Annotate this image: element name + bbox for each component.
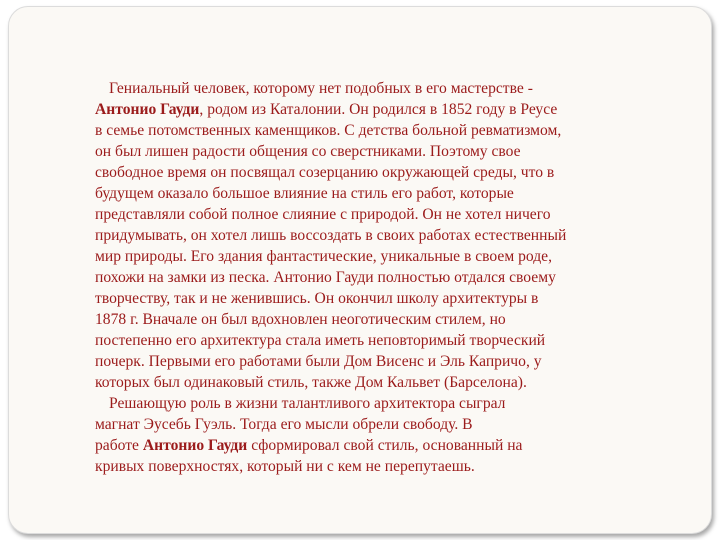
paragraph1-line-14: почерк. Первыми его работами были Дом Висенс и Эль Капричо, у xyxy=(95,353,542,370)
paragraph1-line-12: 1878 г. Вначале он был вдохновлен неоготическим стилем, но xyxy=(95,311,506,328)
paragraph1-line-8: придумывать, он хотел лишь воссоздать в своих работах естественный xyxy=(95,227,567,244)
paragraph1-line-4: он был лишен радости общения со сверстниками. Поэтому свое xyxy=(95,143,521,160)
paragraph1-line-2-rest: , родом из Каталонии. Он родился в 1852 году в Реусе xyxy=(199,101,558,118)
paragraph1-line-13: постепенно его архитектура стала иметь неповторимый творческий xyxy=(95,332,546,349)
paragraph2-line-3 xyxy=(95,435,690,456)
paragraph2-line-1: Решающую роль в жизни талантливого архитектора сыграл xyxy=(109,395,506,412)
name-bold: Антонио Гауди xyxy=(142,437,248,454)
paragraph2-line-4: кривых поверхностях, который ни с кем не перепутаешь. xyxy=(95,458,475,475)
paragraph1-line-6: будущем оказало большое влияние на стиль его работ, которые xyxy=(95,185,514,202)
paragraph1-line-7: представляли собой полное слияние с природой. Он не хотел ничего xyxy=(95,206,551,223)
paragraph1-line-15: которых был одинаковый стиль, также Дом Кальвет (Барселона). xyxy=(95,374,527,391)
name-bold: Антонио Гауди xyxy=(95,101,200,118)
paragraph1-line-9: мир природы. Его здания фантастические, уникальные в своем роде, xyxy=(95,248,552,265)
paragraph1-line-1: Гениальный человек, которому нет подобных в его мастерстве - xyxy=(109,80,533,97)
paragraph1-line-3: в семье потомственных каменщиков. С детства больной ревматизмом, xyxy=(95,122,562,139)
paragraph1-line-5: свободное время он посвящал созерцанию окружающей среды, что в xyxy=(95,164,555,181)
paragraph1-line-11: творчеству, так и не женившись. Он окончил школу архитектуры в xyxy=(95,290,539,307)
paragraph1-line-10: похожи на замки из песка. Антонио Гауди полностью отдался своему xyxy=(95,269,556,286)
paragraph2-line-2: магнат Эусебь Гуэль. Тогда его мысли обрели свободу. В xyxy=(95,416,473,433)
paragraph2-line-3-rest: сформировал свой стиль, основанный на xyxy=(247,437,523,454)
paragraph2-line-3-start: работе xyxy=(95,437,143,454)
paragraph1-line-2 xyxy=(95,99,690,120)
body-text xyxy=(95,78,690,477)
